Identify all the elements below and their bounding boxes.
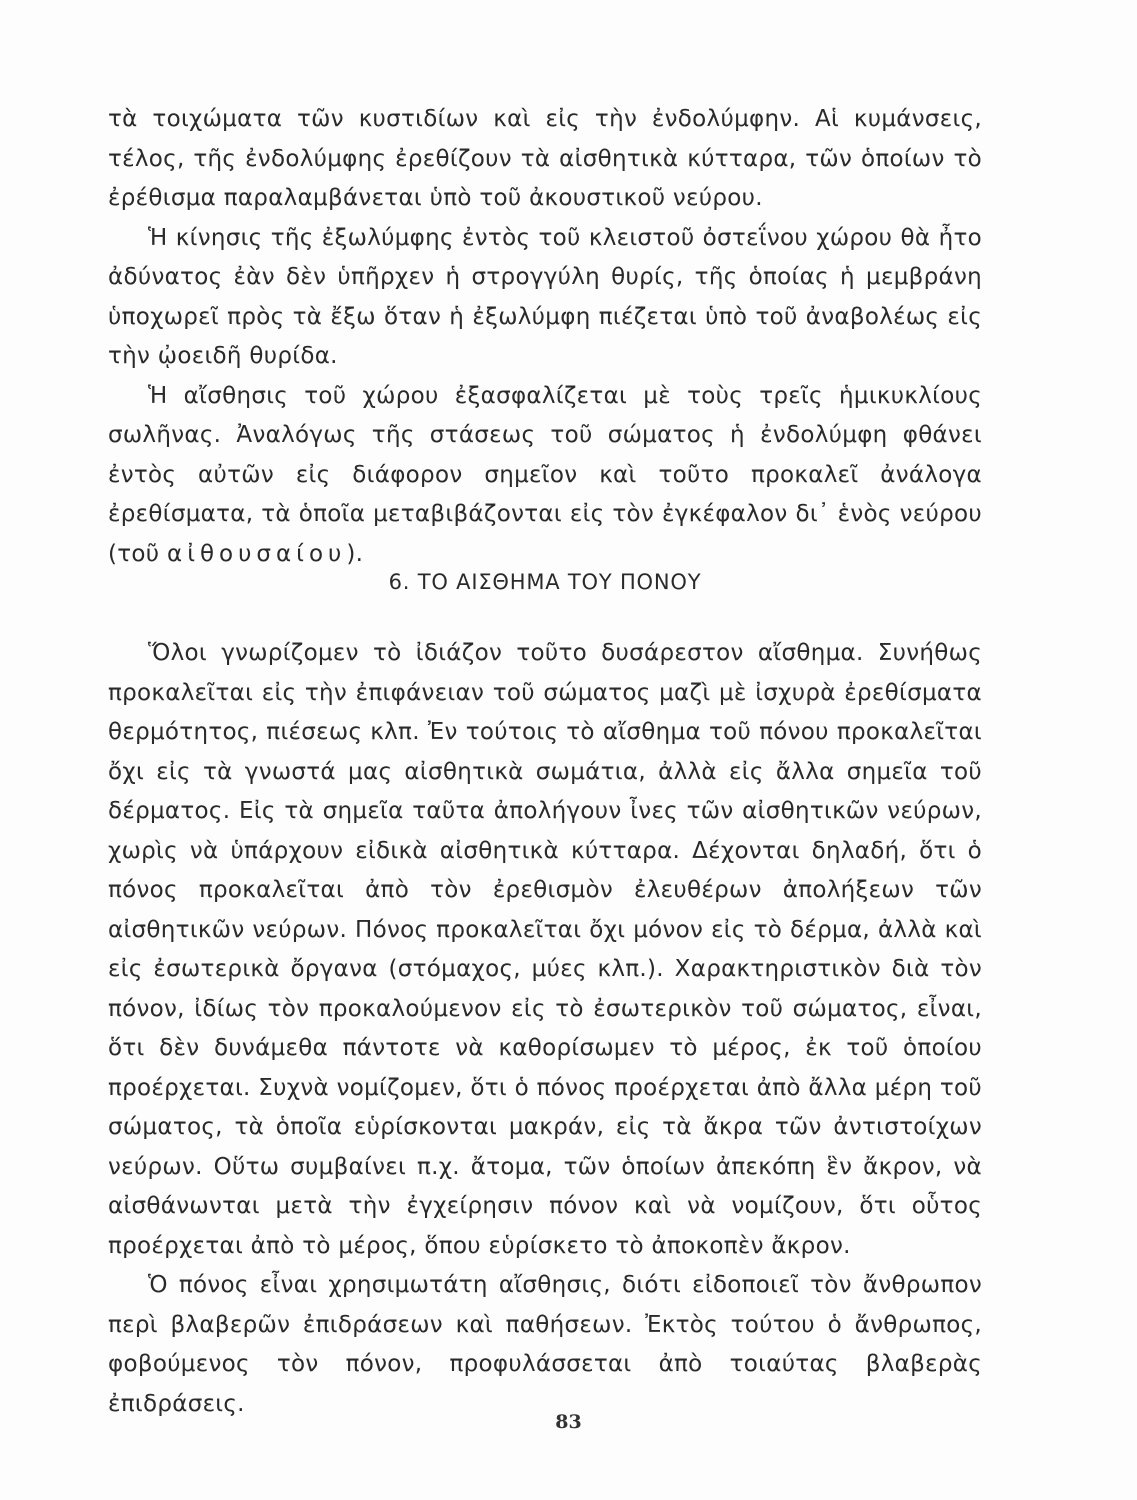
section-heading: 6. ΤΟ ΑΙΣΘΗΜΑ ΤΟΥ ΠΟΝΟΥ <box>388 570 702 594</box>
paragraph-sense-of-space <box>108 377 982 575</box>
balance-text-end: ). <box>346 540 364 567</box>
spaced-term: αἰθουσαίου <box>167 540 347 567</box>
paragraph-pain-usefulness: Ὁ πόνος εἶναι χρησιμωτάτη αἴσθησις, διότι εἰδοποιεῖ τὸν ἄνθρωπον περὶ βλαβερῶν ἐπιδράσεων καὶ παθήσεων. Ἐκτὸς τούτου ὁ ἄνθρωπος, φοβούμενος τὸν πόνον, προφυλάσσεται ἀπὸ τοιαύτας βλαβερὰς ἐπιδράσεις. <box>108 1272 982 1417</box>
lower-text-block <box>108 634 982 1424</box>
paragraph-vestibule-continuation: τὰ τοιχώματα τῶν κυστιδίων καὶ εἰς τὴν ἐνδολύμφην. Αἱ κυμάνσεις, τέλος, τῆς ἐνδολύμφης ἐρεθίζουν τὰ αἰσθητικὰ κύτταρα, τῶν ὁποίων τὸ ἐρέθισμα παραλαμβάνεται ὑπὸ τοῦ ἀκουστικοῦ νεύρου. <box>108 106 982 211</box>
balance-text: Ἡ αἴσθησις τοῦ χώρου ἐξασφαλίζεται μὲ τοὺς τρεῖς ἡμικυκλίους σωλῆνας. Ἀναλόγως τῆς στάσεως τοῦ σώματος ἡ ἐνδολύμφη φθάνει ἐντὸς αὐτῶν εἰς διάφορον σημεῖον καὶ τοῦτο προκαλεῖ ἀνάλογα ἐρεθίσματα, τὰ ὁποῖα μεταβιβάζονται εἰς τὸν ἐγκέφαλον δι᾽ ἑνὸς νεύρου (τοῦ <box>108 382 982 567</box>
paragraph-round-window: Ἡ κίνησις τῆς ἐξωλύμφης ἐντὸς τοῦ κλειστοῦ ὀστεΐνου χώρου θὰ ἦτο ἀδύνατος ἐὰν δὲν ὑπῆρχεν ἡ στρογγύλη θυρίς, τῆς ὁποίας ἡ μεμβράνη ὑποχωρεῖ πρὸς τὰ ἔξω ὅταν ἡ ἐξωλύμφη πιέζεται ὑπὸ τοῦ ἀναβολέως εἰς τὴν ᾠοειδῆ θυρίδα. <box>108 224 982 369</box>
paragraph-pain-description: Ὅλοι γνωρίζομεν τὸ ἰδιάζον τοῦτο δυσάρεστον αἴσθημα. Συνήθως προκαλεῖται εἰς τὴν ἐπιφάνειαν τοῦ σώματος μαζὶ μὲ ἰσχυρὰ ἐρεθίσματα θερμότητος, πιέσεως κλπ. Ἐν τούτοις τὸ αἴσθημα τοῦ πόνου προκαλεῖται ὄχι εἰς τὰ γνωστά μας αἰσθητικὰ σωμάτια, ἀλλὰ εἰς ἄλλα σημεῖα τοῦ δέρματος. Εἰς τὰ σημεῖα ταῦτα ἀπολήγουν ἶνες τῶν αἰσθητικῶν νεύρων, χωρὶς νὰ ὑπάρχουν εἰδικὰ αἰσθητικὰ κύτταρα. Δέχονται δηλαδή, ὅτι ὁ πόνος προκαλεῖται ἀπὸ τὸν ἐρεθισμὸν ἐλευθέρων ἀπολήξεων τῶν αἰσθητικῶν νεύρων. Πόνος προκαλεῖται ὄχι μόνον εἰς τὸ δέρμα, ἀλλὰ καὶ εἰς ἐσωτερικὰ ὄργανα (στόμαχος, μύες κλπ.). Χαρακτηριστικὸν διὰ τὸν πόνον, ἰδίως τὸν προκαλούμενον εἰς τὸ ἐσωτερικὸν τοῦ σώματος, εἶναι, ὅτι δὲν δυνάμεθα πάντοτε νὰ καθορίσωμεν τὸ μέρος, ἐκ τοῦ ὁποίου προέρχεται. Συχνὰ νομίζομεν, ὅτι ὁ πόνος προέρχεται ἀπὸ ἄλλα μέρη τοῦ σώματος, τὰ ὁποῖα εὑρίσκονται μακράν, εἰς τὰ ἄκρα τῶν ἀντιστοίχων νεύρων. Οὕτω συμβαίνει π.χ. ἄτομα, τῶν ὁποίων ἀπεκόπη ἓν ἄκρον, νὰ αἰσθάνωνται μετὰ τὴν ἐγχείρησιν πόνον καὶ νὰ νομίζουν, ὅτι οὗτος προέρχεται ἀπὸ τὸ μέρος, ὅπου εὑρίσκετο τὸ ἀποκοπὲν ἄκρον. <box>108 640 982 1259</box>
page-number: 83 <box>555 1411 582 1433</box>
upper-text-block <box>108 100 982 574</box>
